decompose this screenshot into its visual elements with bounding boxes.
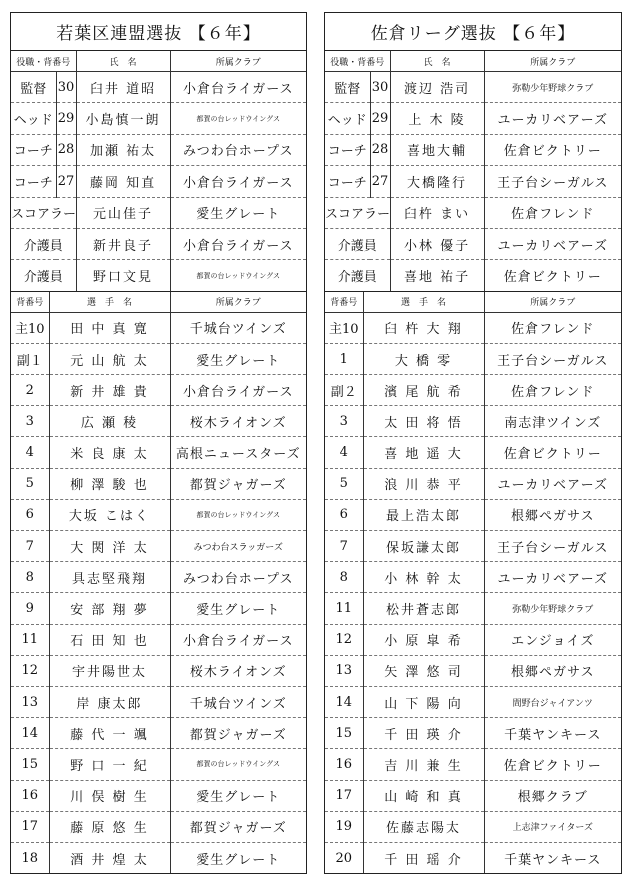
player-row [11, 437, 306, 468]
player-club: エンジョイズ [484, 624, 621, 655]
staff-name: 渡辺 浩司 [390, 72, 484, 103]
player-row [325, 437, 621, 468]
player-name: 川 俣 樹 生 [49, 780, 170, 811]
player-name: 広 瀬 稜 [49, 406, 170, 437]
player-table [325, 292, 621, 873]
player-row [325, 499, 621, 530]
player-number: 9 [11, 593, 49, 624]
player-club: 王子台シーガルス [484, 343, 621, 374]
player-club: 愛生グレート [170, 780, 306, 811]
player-number: 17 [11, 811, 49, 842]
player-club: 愛生グレート [170, 593, 306, 624]
player-club: みつわ台ホープス [170, 562, 306, 593]
staff-role: 介護員 [11, 228, 76, 259]
player-row [11, 593, 306, 624]
player-name: 松井蒼志郎 [363, 593, 484, 624]
team-roster-left [10, 12, 307, 874]
player-row [325, 593, 621, 624]
player-row [11, 655, 306, 686]
player-number: 7 [11, 531, 49, 562]
player-club: 小倉台ライガース [170, 624, 306, 655]
staff-name-header: 氏 名 [76, 51, 170, 72]
player-name-header: 選 手 名 [49, 292, 170, 313]
staff-club: 王子台シーガルス [484, 166, 621, 197]
player-name: 宇井陽世太 [49, 655, 170, 686]
player-name: 千 田 瑶 介 [363, 842, 484, 873]
player-club: 千城台ツインズ [170, 312, 306, 343]
staff-row [11, 197, 306, 228]
staff-role: スコアラー [325, 197, 390, 228]
player-number: 13 [11, 686, 49, 717]
player-number: 5 [11, 468, 49, 499]
player-name: 千 田 瑛 介 [363, 718, 484, 749]
player-row [11, 842, 306, 873]
player-row [11, 811, 306, 842]
player-number: 17 [325, 780, 363, 811]
staff-number: 27 [56, 166, 76, 197]
staff-number: 28 [56, 134, 76, 165]
player-row [325, 343, 621, 374]
player-club: 千葉ヤンキース [484, 842, 621, 873]
player-number: 15 [11, 749, 49, 780]
player-club: 桜木ライオンズ [170, 655, 306, 686]
player-name: 山 下 陽 向 [363, 686, 484, 717]
player-row [325, 375, 621, 406]
staff-name: 元山佳子 [76, 197, 170, 228]
player-club: 南志津ツインズ [484, 406, 621, 437]
player-row [11, 686, 306, 717]
player-club-header: 所属クラブ [484, 292, 621, 313]
player-name: 具志堅飛翔 [49, 562, 170, 593]
player-name: 大坂 こはく [49, 499, 170, 530]
player-row [11, 780, 306, 811]
player-number: 8 [11, 562, 49, 593]
staff-role: 介護員 [325, 260, 390, 291]
staff-row [11, 72, 306, 103]
staff-number: 29 [56, 103, 76, 134]
staff-role: コーチ [11, 166, 56, 197]
player-row [11, 343, 306, 374]
staff-row [325, 166, 621, 197]
staff-role: ヘッド [11, 103, 56, 134]
staff-table [11, 51, 306, 292]
staff-club: 佐倉フレンド [484, 197, 621, 228]
player-row [325, 562, 621, 593]
player-number: 16 [11, 780, 49, 811]
staff-club: ユーカリベアーズ [484, 103, 621, 134]
player-row [11, 499, 306, 530]
player-name: 米 良 康 太 [49, 437, 170, 468]
staff-role: 監督 [11, 72, 56, 103]
player-number: 8 [325, 562, 363, 593]
player-number: 19 [325, 811, 363, 842]
staff-name: 喜地大輔 [390, 134, 484, 165]
player-club: 根郷クラブ [484, 780, 621, 811]
staff-number: 30 [56, 72, 76, 103]
staff-club: 弥勒少年野球クラブ [484, 72, 621, 103]
staff-row [325, 197, 621, 228]
player-name: 山 崎 和 真 [363, 780, 484, 811]
player-table [11, 292, 306, 873]
player-name: 藤 代 一 颯 [49, 718, 170, 749]
staff-row [11, 134, 306, 165]
staff-role: コーチ [325, 166, 370, 197]
player-name: 大 橋 零 [363, 343, 484, 374]
player-number: 14 [11, 718, 49, 749]
player-name: 浪 川 恭 平 [363, 468, 484, 499]
player-row [325, 531, 621, 562]
player-club: 佐倉ビクトリー [484, 749, 621, 780]
staff-name: 大橋隆行 [390, 166, 484, 197]
staff-role: コーチ [325, 134, 370, 165]
player-club: 愛生グレート [170, 842, 306, 873]
player-number: 14 [325, 686, 363, 717]
staff-club: 小倉台ライガース [170, 228, 306, 259]
staff-name: 小林 優子 [390, 228, 484, 259]
player-number: 4 [11, 437, 49, 468]
player-number: 18 [21, 850, 39, 866]
player-name: 酒 井 煌 太 [49, 842, 170, 873]
player-row [325, 624, 621, 655]
staff-row [325, 103, 621, 134]
team-title: 佐倉リーグ選抜 【６年】 [325, 13, 621, 51]
player-name: 保坂謙太郎 [363, 531, 484, 562]
player-name: 藤 原 悠 生 [49, 811, 170, 842]
staff-name: 上 木 陵 [390, 103, 484, 134]
staff-number: 30 [370, 72, 390, 103]
staff-name: 小島慎一朗 [76, 103, 170, 134]
player-name: 小 林 幹 太 [363, 562, 484, 593]
player-number: 16 [325, 749, 363, 780]
player-name: 佐藤志陽太 [363, 811, 484, 842]
player-name: 石 田 知 也 [49, 624, 170, 655]
player-number: 副１ [11, 343, 49, 374]
player-row [11, 312, 306, 343]
player-name: 喜 地 遥 大 [363, 437, 484, 468]
player-number: 5 [325, 468, 363, 499]
player-name: 岸 康太郎 [49, 686, 170, 717]
staff-club: ユーカリベアーズ [484, 228, 621, 259]
player-name: 元 山 航 太 [49, 343, 170, 374]
staff-club: 愛生グレート [170, 197, 306, 228]
staff-name: 新井良子 [76, 228, 170, 259]
player-name: 柳 澤 駿 也 [49, 468, 170, 499]
player-number: 15 [325, 718, 363, 749]
player-number: 11 [11, 624, 49, 655]
player-row [11, 718, 306, 749]
staff-name: 喜地 祐子 [390, 260, 484, 291]
staff-club: 都賀の台レッドウイングス [170, 103, 306, 134]
player-name: 濱 尾 航 希 [363, 375, 484, 406]
player-row [325, 406, 621, 437]
team-title: 若葉区連盟選抜 【６年】 [11, 13, 306, 51]
staff-header-row [11, 51, 306, 72]
player-row [325, 686, 621, 717]
player-number: 副２ [325, 375, 363, 406]
staff-row [11, 228, 306, 259]
player-number: 2 [11, 375, 49, 406]
staff-club: 佐倉ビクトリー [484, 260, 621, 291]
staff-role: 介護員 [325, 228, 390, 259]
team-roster-right [324, 12, 622, 874]
player-club: 愛生グレート [170, 343, 306, 374]
player-name: 臼 杵 大 翔 [363, 312, 484, 343]
player-row [11, 375, 306, 406]
staff-row [325, 72, 621, 103]
staff-club: 佐倉ビクトリー [484, 134, 621, 165]
player-row [325, 312, 621, 343]
player-club: 弥勒少年野球クラブ [484, 593, 621, 624]
staff-role: 介護員 [11, 260, 76, 291]
player-row [11, 562, 306, 593]
player-number: 11 [325, 593, 363, 624]
staff-name: 臼杵 まい [390, 197, 484, 228]
player-number: 6 [325, 499, 363, 530]
player-club: 高根ニュースターズ [170, 437, 306, 468]
player-club: ユーカリベアーズ [484, 562, 621, 593]
player-row [11, 624, 306, 655]
staff-club: 小倉台ライガース [170, 166, 306, 197]
player-club: みつわ台スラッガーズ [170, 531, 306, 562]
staff-name: 加瀬 祐太 [76, 134, 170, 165]
player-row [325, 718, 621, 749]
player-club: 佐倉フレンド [484, 312, 621, 343]
player-row [325, 468, 621, 499]
player-name: 野 口 一 紀 [49, 749, 170, 780]
player-name: 安 部 翔 夢 [49, 593, 170, 624]
player-club: 佐倉フレンド [484, 375, 621, 406]
staff-header-row [325, 51, 621, 72]
player-club: 根郷ペガサス [484, 499, 621, 530]
staff-number: 28 [370, 134, 390, 165]
player-number: 主10 [11, 312, 49, 343]
player-number: 7 [325, 531, 363, 562]
player-row [325, 780, 621, 811]
staff-table [325, 51, 621, 292]
player-club: 都賀の台レッドウイングス [170, 749, 306, 780]
player-club: 都賀ジャガーズ [170, 811, 306, 842]
player-name: 吉 川 兼 生 [363, 749, 484, 780]
player-name: 新 井 雄 貴 [49, 375, 170, 406]
staff-role-header: 役職・背番号 [325, 51, 390, 72]
player-number: 12 [11, 655, 49, 686]
player-club: 都賀ジャガーズ [170, 468, 306, 499]
player-club: 上志津ファイターズ [484, 811, 621, 842]
staff-role: コーチ [11, 134, 56, 165]
staff-role-header: 役職・背番号 [11, 51, 76, 72]
staff-club: 都賀の台レッドウイングス [170, 260, 306, 291]
player-name: 最上浩太郎 [363, 499, 484, 530]
player-row [325, 842, 621, 873]
player-row [11, 468, 306, 499]
staff-role: ヘッド [325, 103, 370, 134]
staff-row [325, 134, 621, 165]
staff-club-header: 所属クラブ [484, 51, 621, 72]
player-number: 4 [325, 437, 363, 468]
player-number-header: 背番号 [11, 292, 49, 313]
player-club: 佐倉ビクトリー [484, 437, 621, 468]
staff-name: 野口文見 [76, 260, 170, 291]
staff-row [325, 228, 621, 259]
player-club: 都賀ジャガーズ [170, 718, 306, 749]
player-club: 王子台シーガルス [484, 531, 621, 562]
staff-name-header: 氏 名 [390, 51, 484, 72]
player-name: 矢 澤 悠 司 [363, 655, 484, 686]
player-club: 根郷ペガサス [484, 655, 621, 686]
player-name-header: 選 手 名 [363, 292, 484, 313]
player-number: 6 [11, 499, 49, 530]
player-club: 千葉ヤンキース [484, 718, 621, 749]
player-number: 20 [335, 850, 353, 866]
player-row [325, 749, 621, 780]
staff-row [11, 166, 306, 197]
staff-row [11, 260, 306, 291]
player-number: 3 [325, 406, 363, 437]
staff-name: 藤岡 知直 [76, 166, 170, 197]
staff-role: スコアラー [11, 197, 76, 228]
player-header-row [325, 292, 621, 313]
player-club: 間野台ジャイアンツ [484, 686, 621, 717]
player-number: 13 [325, 655, 363, 686]
staff-club: みつわ台ホープス [170, 134, 306, 165]
staff-role: 監督 [325, 72, 370, 103]
staff-row [325, 260, 621, 291]
player-row [11, 531, 306, 562]
player-name: 小 原 皐 希 [363, 624, 484, 655]
staff-name: 臼井 道昭 [76, 72, 170, 103]
player-name: 太 田 将 悟 [363, 406, 484, 437]
staff-number: 27 [370, 166, 390, 197]
player-number: 1 [325, 343, 363, 374]
player-name: 田 中 真 寛 [49, 312, 170, 343]
player-club: 千城台ツインズ [170, 686, 306, 717]
player-club: 都賀の台レッドウイングス [170, 499, 306, 530]
staff-club: 小倉台ライガース [170, 72, 306, 103]
player-club: 小倉台ライガース [170, 375, 306, 406]
staff-number: 29 [370, 103, 390, 134]
player-name: 大 関 洋 太 [49, 531, 170, 562]
player-number: 主10 [325, 312, 363, 343]
player-row [11, 406, 306, 437]
player-number: 3 [11, 406, 49, 437]
player-row [11, 749, 306, 780]
player-row [325, 655, 621, 686]
staff-row [11, 103, 306, 134]
player-number: 12 [325, 624, 363, 655]
player-number-header: 背番号 [325, 292, 363, 313]
player-row [325, 811, 621, 842]
player-club: ユーカリベアーズ [484, 468, 621, 499]
staff-club-header: 所属クラブ [170, 51, 306, 72]
player-club: 桜木ライオンズ [170, 406, 306, 437]
player-header-row [11, 292, 306, 313]
player-club-header: 所属クラブ [170, 292, 306, 313]
